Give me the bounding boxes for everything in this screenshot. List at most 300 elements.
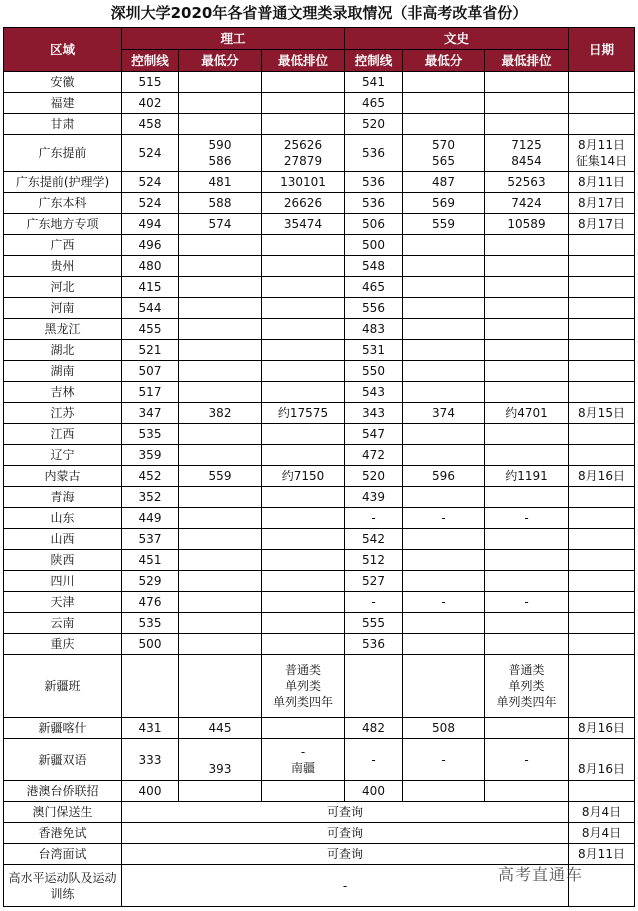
arts-control-cell: 500	[345, 235, 403, 256]
arts-min-score-cell	[403, 613, 485, 634]
science-control-cell: 524	[122, 135, 179, 172]
arts-min-rank-cell	[485, 487, 569, 508]
table-row	[4, 72, 635, 93]
arts-min-score-cell: 374	[403, 403, 485, 424]
arts-min-score-cell	[403, 550, 485, 571]
table-row	[4, 613, 635, 634]
date-cell	[569, 340, 635, 361]
region-cell: 澳门保送生	[4, 802, 122, 823]
science-min-rank-cell	[262, 72, 345, 93]
arts-min-score-cell	[403, 340, 485, 361]
science-control-cell: 515	[122, 72, 179, 93]
science-min-rank-cell	[262, 613, 345, 634]
date-cell: 8月11日	[569, 172, 635, 193]
date-cell: 8月16日	[569, 739, 635, 781]
science-control-cell: 333	[122, 739, 179, 781]
table-row	[4, 277, 635, 298]
date-cell: 8月17日	[569, 193, 635, 214]
science-header: 理工	[122, 28, 345, 50]
arts-min-score-cell	[403, 93, 485, 114]
science-control-cell: 451	[122, 550, 179, 571]
note-cell: 可查询	[122, 802, 569, 823]
arts-min-rank-cell	[485, 361, 569, 382]
arts-min-rank-cell: 7125 8454	[485, 135, 569, 172]
date-cell	[569, 445, 635, 466]
arts-min-rank-cell	[485, 340, 569, 361]
science-min-rank-cell: 普通类 单列类 单列类四年	[262, 655, 345, 718]
science-min-score-cell	[179, 445, 262, 466]
arts-min-rank-cell	[485, 781, 569, 802]
arts-min-rank-cell	[485, 382, 569, 403]
table-row	[4, 508, 635, 529]
region-cell: 高水平运动队及运动训练	[4, 865, 122, 907]
science-min-rank-cell	[262, 361, 345, 382]
region-cell: 辽宁	[4, 445, 122, 466]
science-min-score-header: 最低分	[179, 50, 262, 72]
arts-control-cell: 520	[345, 114, 403, 135]
region-cell: 天津	[4, 592, 122, 613]
region-cell: 广西	[4, 235, 122, 256]
arts-min-score-cell: -	[403, 508, 485, 529]
arts-min-rank-cell	[485, 529, 569, 550]
region-cell: 香港免试	[4, 823, 122, 844]
science-min-rank-cell	[262, 508, 345, 529]
arts-control-cell: 465	[345, 277, 403, 298]
science-min-score-cell: 574	[179, 214, 262, 235]
region-cell: 新疆班	[4, 655, 122, 718]
note-cell: 可查询	[122, 823, 569, 844]
date-cell: 8月17日	[569, 214, 635, 235]
arts-control-cell: 439	[345, 487, 403, 508]
region-cell: 湖南	[4, 361, 122, 382]
science-min-score-cell: 445	[179, 718, 262, 739]
region-cell: 广东本科	[4, 193, 122, 214]
science-control-cell: 458	[122, 114, 179, 135]
date-cell: 8月15日	[569, 403, 635, 424]
science-min-score-cell	[179, 340, 262, 361]
science-min-score-cell	[179, 424, 262, 445]
science-min-rank-cell	[262, 298, 345, 319]
arts-min-score-cell: 596	[403, 466, 485, 487]
region-cell: 陕西	[4, 550, 122, 571]
science-min-score-cell	[179, 592, 262, 613]
table-row	[4, 319, 635, 340]
region-cell: 甘肃	[4, 114, 122, 135]
science-min-rank-header: 最低排位	[262, 50, 345, 72]
arts-control-cell: 555	[345, 613, 403, 634]
arts-control-cell: 472	[345, 445, 403, 466]
science-min-score-cell: 590 586	[179, 135, 262, 172]
region-cell: 山西	[4, 529, 122, 550]
science-min-score-cell: 393	[179, 739, 262, 781]
science-control-cell: 452	[122, 466, 179, 487]
arts-control-cell: 512	[345, 550, 403, 571]
science-min-score-cell	[179, 256, 262, 277]
science-min-rank-cell	[262, 424, 345, 445]
page-title: 深圳大学2020年各省普通文理类录取情况（非高考改革省份）	[110, 4, 528, 22]
region-cell: 山东	[4, 508, 122, 529]
science-min-score-cell	[179, 114, 262, 135]
arts-min-rank-cell	[485, 613, 569, 634]
science-min-score-cell	[179, 487, 262, 508]
arts-control-cell: -	[345, 739, 403, 781]
arts-control-cell: 542	[345, 529, 403, 550]
science-min-score-cell	[179, 508, 262, 529]
arts-control-cell: 548	[345, 256, 403, 277]
date-cell	[569, 93, 635, 114]
date-cell: 8月4日	[569, 802, 635, 823]
arts-min-score-cell	[403, 571, 485, 592]
science-control-cell: 507	[122, 361, 179, 382]
arts-control-cell: 536	[345, 172, 403, 193]
science-control-cell: 415	[122, 277, 179, 298]
date-cell	[569, 277, 635, 298]
arts-min-rank-cell	[485, 445, 569, 466]
science-control-cell: 400	[122, 781, 179, 802]
region-cell: 新疆喀什	[4, 718, 122, 739]
arts-min-score-cell: 570 565	[403, 135, 485, 172]
arts-min-score-cell	[403, 655, 485, 718]
arts-control-cell: 543	[345, 382, 403, 403]
science-min-rank-cell	[262, 487, 345, 508]
region-cell: 江西	[4, 424, 122, 445]
arts-min-score-cell: -	[403, 739, 485, 781]
arts-min-rank-cell: 约4701	[485, 403, 569, 424]
science-control-cell: 347	[122, 403, 179, 424]
region-cell: 台湾面试	[4, 844, 122, 865]
kashgar-row	[4, 718, 635, 739]
table-row	[4, 235, 635, 256]
science-min-rank-cell	[262, 256, 345, 277]
science-control-cell: 494	[122, 214, 179, 235]
date-cell	[569, 235, 635, 256]
region-cell: 青海	[4, 487, 122, 508]
date-header: 日期	[569, 28, 635, 72]
arts-min-rank-cell: -	[485, 592, 569, 613]
arts-control-cell: 465	[345, 93, 403, 114]
science-control-cell: 480	[122, 256, 179, 277]
arts-min-score-cell	[403, 361, 485, 382]
arts-min-rank-cell	[485, 424, 569, 445]
science-min-rank-cell	[262, 382, 345, 403]
science-control-cell: 500	[122, 634, 179, 655]
arts-control-cell: 482	[345, 718, 403, 739]
science-min-score-cell	[179, 382, 262, 403]
admission-table	[3, 27, 635, 907]
science-min-score-cell: 588	[179, 193, 262, 214]
science-control-cell: 449	[122, 508, 179, 529]
region-cell: 重庆	[4, 634, 122, 655]
science-control-cell: 535	[122, 613, 179, 634]
arts-min-rank-cell	[485, 114, 569, 135]
date-cell	[569, 382, 635, 403]
science-control-cell: 529	[122, 571, 179, 592]
science-min-score-cell	[179, 361, 262, 382]
region-cell: 安徽	[4, 72, 122, 93]
arts-min-rank-cell: 10589	[485, 214, 569, 235]
date-cell	[569, 424, 635, 445]
region-cell: 内蒙古	[4, 466, 122, 487]
table-row	[4, 382, 635, 403]
table-row	[4, 256, 635, 277]
arts-min-score-cell: 487	[403, 172, 485, 193]
arts-min-rank-cell	[485, 235, 569, 256]
date-cell: 8月11日 征集14日	[569, 135, 635, 172]
arts-min-score-header: 最低分	[403, 50, 485, 72]
science-control-cell: 496	[122, 235, 179, 256]
science-min-rank-cell	[262, 93, 345, 114]
region-cell: 吉林	[4, 382, 122, 403]
region-header: 区域	[4, 28, 122, 72]
arts-control-header: 控制线	[345, 50, 403, 72]
science-min-rank-cell	[262, 277, 345, 298]
science-min-rank-cell	[262, 550, 345, 571]
science-control-cell	[122, 655, 179, 718]
science-min-rank-cell	[262, 114, 345, 135]
arts-min-score-cell: 569	[403, 193, 485, 214]
arts-min-rank-cell	[485, 571, 569, 592]
arts-control-cell: 520	[345, 466, 403, 487]
region-cell: 黑龙江	[4, 319, 122, 340]
science-min-rank-cell: 25626 27879	[262, 135, 345, 172]
arts-min-score-cell	[403, 445, 485, 466]
arts-min-score-cell	[403, 781, 485, 802]
science-control-cell: 359	[122, 445, 179, 466]
table-row	[4, 487, 635, 508]
arts-min-score-cell	[403, 319, 485, 340]
arts-min-score-cell	[403, 256, 485, 277]
special-row	[4, 802, 635, 823]
table-row	[4, 466, 635, 487]
science-min-rank-cell	[262, 781, 345, 802]
arts-control-cell	[345, 655, 403, 718]
region-cell: 湖北	[4, 340, 122, 361]
science-min-rank-cell: 约17575	[262, 403, 345, 424]
arts-min-score-cell: 508	[403, 718, 485, 739]
table-row	[4, 571, 635, 592]
science-min-score-cell	[179, 298, 262, 319]
table-row	[4, 93, 635, 114]
arts-control-cell: 343	[345, 403, 403, 424]
region-cell: 贵州	[4, 256, 122, 277]
region-cell: 河北	[4, 277, 122, 298]
arts-min-rank-cell: 约1191	[485, 466, 569, 487]
arts-control-cell: 536	[345, 135, 403, 172]
science-min-score-cell: 481	[179, 172, 262, 193]
science-min-rank-cell: 26626	[262, 193, 345, 214]
date-cell	[569, 571, 635, 592]
arts-min-rank-cell	[485, 277, 569, 298]
arts-control-cell: 536	[345, 193, 403, 214]
hmt-row	[4, 781, 635, 802]
arts-min-score-cell	[403, 487, 485, 508]
table-row	[4, 361, 635, 382]
region-cell: 河南	[4, 298, 122, 319]
region-cell: 四川	[4, 571, 122, 592]
science-min-rank-cell	[262, 235, 345, 256]
date-cell	[569, 114, 635, 135]
science-min-rank-cell	[262, 445, 345, 466]
arts-min-score-cell	[403, 72, 485, 93]
table-row	[4, 114, 635, 135]
date-cell	[569, 256, 635, 277]
arts-control-cell: 483	[345, 319, 403, 340]
arts-control-cell: 550	[345, 361, 403, 382]
table-row	[4, 340, 635, 361]
science-control-cell: 455	[122, 319, 179, 340]
arts-min-score-cell	[403, 424, 485, 445]
science-min-score-cell	[179, 550, 262, 571]
arts-control-cell: -	[345, 592, 403, 613]
date-cell: 8月4日	[569, 823, 635, 844]
table-row	[4, 403, 635, 424]
science-control-cell: 521	[122, 340, 179, 361]
arts-min-rank-cell: 7424	[485, 193, 569, 214]
date-cell	[569, 592, 635, 613]
table-row	[4, 172, 635, 193]
science-min-rank-cell: 约7150	[262, 466, 345, 487]
arts-control-cell: 527	[345, 571, 403, 592]
science-min-score-cell	[179, 72, 262, 93]
date-cell: 8月16日	[569, 466, 635, 487]
science-min-score-cell	[179, 235, 262, 256]
region-cell: 云南	[4, 613, 122, 634]
science-min-rank-cell	[262, 718, 345, 739]
arts-min-rank-cell	[485, 93, 569, 114]
table-row	[4, 550, 635, 571]
science-control-cell: 352	[122, 487, 179, 508]
watermark: 高考直通车	[498, 865, 584, 884]
table-row	[4, 529, 635, 550]
date-cell	[569, 655, 635, 718]
arts-min-score-cell	[403, 277, 485, 298]
science-min-score-cell	[179, 529, 262, 550]
science-min-score-cell	[179, 655, 262, 718]
region-cell: 江苏	[4, 403, 122, 424]
science-min-score-cell	[179, 93, 262, 114]
arts-min-rank-cell	[485, 256, 569, 277]
arts-control-cell: 556	[345, 298, 403, 319]
arts-min-rank-cell: 52563	[485, 172, 569, 193]
arts-control-cell: 506	[345, 214, 403, 235]
date-cell	[569, 72, 635, 93]
arts-min-score-cell: 559	[403, 214, 485, 235]
arts-min-rank-cell	[485, 718, 569, 739]
arts-min-score-cell	[403, 114, 485, 135]
arts-min-rank-cell: 普通类 单列类 单列类四年	[485, 655, 569, 718]
science-control-cell: 431	[122, 718, 179, 739]
date-cell	[569, 319, 635, 340]
date-cell: 8月16日	[569, 718, 635, 739]
arts-min-rank-header: 最低排位	[485, 50, 569, 72]
note-cell: -	[122, 865, 569, 907]
region-cell: 广东地方专项	[4, 214, 122, 235]
science-control-cell: 544	[122, 298, 179, 319]
region-cell: 广东提前	[4, 135, 122, 172]
science-min-score-cell	[179, 571, 262, 592]
science-control-cell: 517	[122, 382, 179, 403]
table-row	[4, 193, 635, 214]
date-cell	[569, 529, 635, 550]
arts-min-rank-cell	[485, 634, 569, 655]
bilingual-row	[4, 739, 635, 781]
science-min-rank-cell	[262, 634, 345, 655]
arts-control-cell: -	[345, 508, 403, 529]
arts-min-score-cell	[403, 529, 485, 550]
science-min-rank-cell: 130101	[262, 172, 345, 193]
xinjiang-class-row	[4, 655, 635, 718]
arts-min-rank-cell	[485, 72, 569, 93]
date-cell	[569, 550, 635, 571]
science-min-rank-cell: 35474	[262, 214, 345, 235]
science-min-score-cell	[179, 613, 262, 634]
science-control-cell: 402	[122, 93, 179, 114]
science-min-score-cell	[179, 634, 262, 655]
date-cell	[569, 298, 635, 319]
science-control-cell: 524	[122, 172, 179, 193]
table-row	[4, 298, 635, 319]
science-min-score-cell	[179, 781, 262, 802]
date-cell	[569, 613, 635, 634]
science-min-rank-cell: - 南疆	[262, 739, 345, 781]
region-cell: 福建	[4, 93, 122, 114]
region-cell: 港澳台侨联招	[4, 781, 122, 802]
science-control-cell: 537	[122, 529, 179, 550]
arts-min-score-cell: -	[403, 592, 485, 613]
date-cell: 8月11日	[569, 844, 635, 865]
date-cell	[569, 781, 635, 802]
region-cell: 新疆双语	[4, 739, 122, 781]
science-control-cell: 476	[122, 592, 179, 613]
arts-min-score-cell	[403, 298, 485, 319]
science-min-score-cell: 382	[179, 403, 262, 424]
date-cell	[569, 487, 635, 508]
arts-min-score-cell	[403, 382, 485, 403]
arts-min-score-cell	[403, 634, 485, 655]
date-cell	[569, 634, 635, 655]
special-row	[4, 823, 635, 844]
science-control-cell: 524	[122, 193, 179, 214]
date-cell	[569, 508, 635, 529]
science-control-header: 控制线	[122, 50, 179, 72]
arts-min-rank-cell	[485, 298, 569, 319]
science-min-score-cell	[179, 277, 262, 298]
arts-control-cell: 536	[345, 634, 403, 655]
science-min-rank-cell	[262, 319, 345, 340]
table-row	[4, 445, 635, 466]
arts-min-rank-cell: -	[485, 739, 569, 781]
science-min-score-cell	[179, 319, 262, 340]
note-cell: 可查询	[122, 844, 569, 865]
table-row	[4, 135, 635, 172]
arts-control-cell: 400	[345, 781, 403, 802]
table-row	[4, 592, 635, 613]
science-control-cell: 535	[122, 424, 179, 445]
arts-min-rank-cell	[485, 550, 569, 571]
region-cell: 广东提前(护理学)	[4, 172, 122, 193]
science-min-rank-cell	[262, 529, 345, 550]
arts-min-rank-cell	[485, 319, 569, 340]
table-row	[4, 214, 635, 235]
table-row	[4, 634, 635, 655]
science-min-rank-cell	[262, 340, 345, 361]
arts-header: 文史	[345, 28, 569, 50]
arts-control-cell: 541	[345, 72, 403, 93]
arts-control-cell: 531	[345, 340, 403, 361]
science-min-rank-cell	[262, 571, 345, 592]
science-min-score-cell: 559	[179, 466, 262, 487]
arts-control-cell: 547	[345, 424, 403, 445]
